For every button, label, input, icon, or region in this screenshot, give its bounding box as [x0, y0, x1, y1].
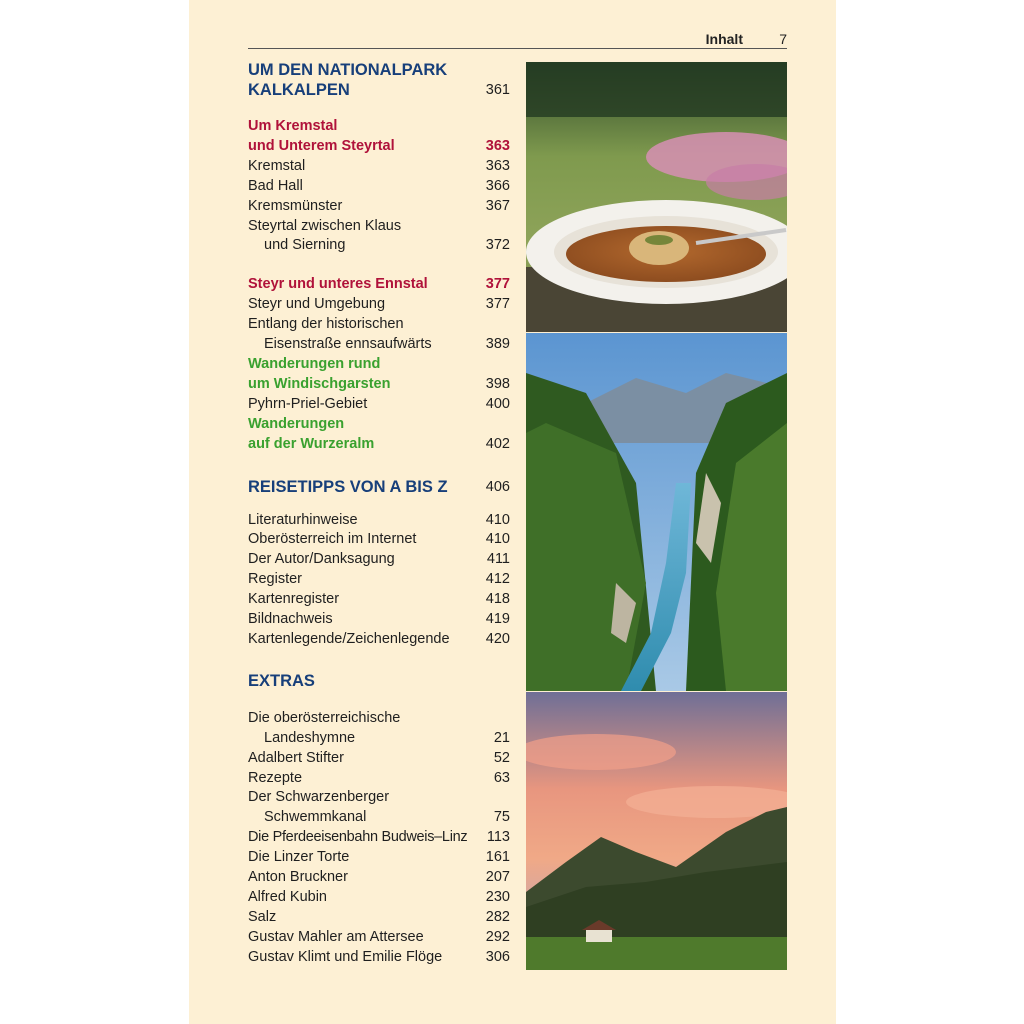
toc-page-number: 372	[485, 237, 510, 254]
toc-entry-text: Steyr und Umgebung	[248, 296, 386, 313]
toc-entry-continuation[interactable]	[248, 729, 510, 749]
section-title: EXTRAS	[248, 671, 315, 690]
toc-page-number: 361	[485, 82, 510, 98]
toc-entry-continuation[interactable]	[248, 335, 510, 355]
toc-entry-text: Eisenstraße ennsaufwärts	[264, 336, 432, 353]
toc-entry-text: Anton Bruckner	[248, 869, 348, 886]
toc-entry-text: Die Pferdeeisenbahn Budweis–Linz	[248, 829, 468, 846]
toc-entry[interactable]	[248, 590, 510, 610]
toc-page-number: 377	[485, 296, 510, 313]
running-head	[248, 30, 787, 48]
toc-entry[interactable]	[248, 868, 510, 888]
toc-entry[interactable]	[248, 788, 510, 808]
toc-page-number: 113	[486, 829, 510, 846]
toc-entry[interactable]	[248, 610, 510, 630]
toc-entry[interactable]	[248, 570, 510, 590]
toc-entry[interactable]	[248, 157, 510, 177]
toc-entry[interactable]	[248, 709, 510, 729]
toc-entry[interactable]	[248, 769, 510, 789]
toc-entry-text: Kremstal	[248, 157, 306, 174]
toc-entry[interactable]	[248, 177, 510, 197]
toc-entry-text: Salz	[248, 908, 277, 925]
toc-entry-text: Kartenlegende/Zeichenlegende	[248, 630, 450, 647]
toc-entry[interactable]	[248, 511, 510, 531]
toc-entry-text: Entlang der historischen	[248, 316, 404, 333]
toc-subsection-steyr[interactable]	[248, 275, 510, 295]
toc-entry-text: Bildnachweis	[248, 611, 333, 628]
toc-section-extras[interactable]	[248, 671, 510, 691]
toc-entry[interactable]	[248, 197, 510, 217]
toc-page-number: 410	[485, 531, 510, 548]
sunset-mountain-village-photo	[526, 692, 787, 970]
toc-entry[interactable]	[248, 888, 510, 908]
toc-entry-text: Schwemmkanal	[264, 809, 367, 826]
toc-page-number: 406	[485, 478, 510, 495]
toc-entry-text: Gustav Klimt und Emilie Flöge	[248, 948, 443, 965]
toc-entry[interactable]	[248, 928, 510, 948]
toc-page-number: 161	[485, 849, 510, 866]
toc-entry[interactable]	[248, 530, 510, 550]
toc-entry-text: Kartenregister	[248, 591, 340, 608]
toc-hike-wurzeralm[interactable]	[248, 415, 510, 455]
hike-title-line: um Windischgarsten	[248, 375, 391, 392]
toc-entry-text: und Sierning	[264, 237, 346, 254]
toc-entry-text: Die Linzer Torte	[248, 849, 350, 866]
toc-page-number: 363	[485, 157, 510, 174]
toc-page-number: 398	[485, 375, 510, 392]
toc-entry-text: Landeshymne	[264, 729, 356, 746]
toc-page-number: 367	[485, 197, 510, 214]
toc-entry-text: Pyhrn-Priel-Gebiet	[248, 395, 368, 412]
river-gorge-photo	[526, 333, 787, 691]
section-title-line: UM DEN NATIONALPARK	[248, 61, 448, 79]
toc-hike-windischgarsten[interactable]	[248, 355, 510, 395]
toc-entry-text: Steyrtal zwischen Klaus	[248, 217, 402, 234]
toc-entry[interactable]	[248, 908, 510, 928]
toc-entry-continuation[interactable]	[248, 808, 510, 828]
toc-entry[interactable]	[248, 395, 510, 415]
toc-entry[interactable]	[248, 550, 510, 570]
toc-page-number: 410	[485, 511, 510, 528]
header-rule	[248, 48, 787, 49]
toc-entry[interactable]	[248, 749, 510, 769]
toc-entry[interactable]	[248, 217, 510, 237]
table-of-contents	[248, 60, 510, 968]
toc-page-number: 52	[493, 749, 510, 766]
toc-section-nationalpark[interactable]	[248, 60, 510, 100]
toc-section-reisetipps[interactable]	[248, 477, 510, 497]
toc-page-number: 419	[485, 611, 510, 628]
toc-entry-continuation[interactable]	[248, 236, 510, 256]
toc-page-number: 230	[485, 889, 510, 905]
toc-entry[interactable]	[248, 848, 510, 868]
toc-entry-text: Gustav Mahler am Attersee	[248, 928, 424, 945]
toc-page-number: 411	[486, 551, 510, 568]
toc-entry-text: Der Schwarzenberger	[248, 789, 390, 806]
toc-page-number: 389	[485, 336, 510, 353]
toc-page-number: 418	[485, 591, 510, 608]
toc-page-number: 402	[485, 435, 510, 452]
toc-entry-text: Adalbert Stifter	[248, 749, 344, 766]
toc-entry[interactable]	[248, 315, 510, 335]
toc-page-number: 63	[493, 769, 510, 786]
toc-entry-text: Rezepte	[248, 769, 303, 786]
toc-page-number: 207	[485, 869, 510, 886]
toc-page-number: 366	[485, 177, 510, 194]
toc-entry-text: Kremsmünster	[248, 197, 343, 214]
toc-entry-text: Der Autor/Danksagung	[248, 551, 395, 568]
soup-with-dumpling-photo	[526, 62, 787, 332]
toc-page-number: 292	[485, 928, 510, 945]
hike-title-line: Wanderungen rund	[248, 355, 381, 372]
subsection-title-line: und Unterem Steyrtal	[248, 137, 395, 154]
toc-entry[interactable]	[248, 828, 510, 848]
toc-entry[interactable]	[248, 630, 510, 650]
toc-entry-text: Die oberösterreichische	[248, 709, 401, 726]
toc-page-number: 282	[485, 908, 510, 925]
toc-page-number: 363	[485, 137, 510, 154]
toc-page-number: 400	[485, 395, 510, 412]
toc-page-number: 75	[493, 809, 510, 826]
toc-entry[interactable]	[248, 948, 510, 968]
subsection-title-line: Um Kremstal	[248, 118, 338, 134]
toc-page-number: 412	[485, 571, 510, 588]
toc-page-number: 420	[485, 630, 510, 647]
toc-entry-text: Alfred Kubin	[248, 889, 327, 905]
toc-entry[interactable]	[248, 295, 510, 315]
toc-entry-text: Bad Hall	[248, 177, 303, 194]
toc-entry-text: Oberösterreich im Internet	[248, 531, 417, 548]
page-number: 7	[779, 31, 787, 47]
toc-entry-text: Literaturhinweise	[248, 511, 358, 528]
hike-title-line: auf der Wurzeralm	[248, 435, 375, 452]
toc-page-number: 21	[493, 729, 510, 746]
section-title-line: KALKALPEN	[248, 81, 350, 99]
toc-page-number: 377	[485, 276, 510, 293]
subsection-title: Steyr und unteres Ennstal	[248, 276, 428, 293]
toc-entry-text: Register	[248, 571, 302, 588]
hike-title-line: Wanderungen	[248, 415, 345, 432]
toc-subsection-kremstal[interactable]	[248, 117, 510, 157]
running-head-title: Inhalt	[705, 31, 743, 47]
toc-page-number: 306	[485, 948, 510, 965]
section-title: REISETIPPS VON A BIS Z	[248, 477, 448, 496]
